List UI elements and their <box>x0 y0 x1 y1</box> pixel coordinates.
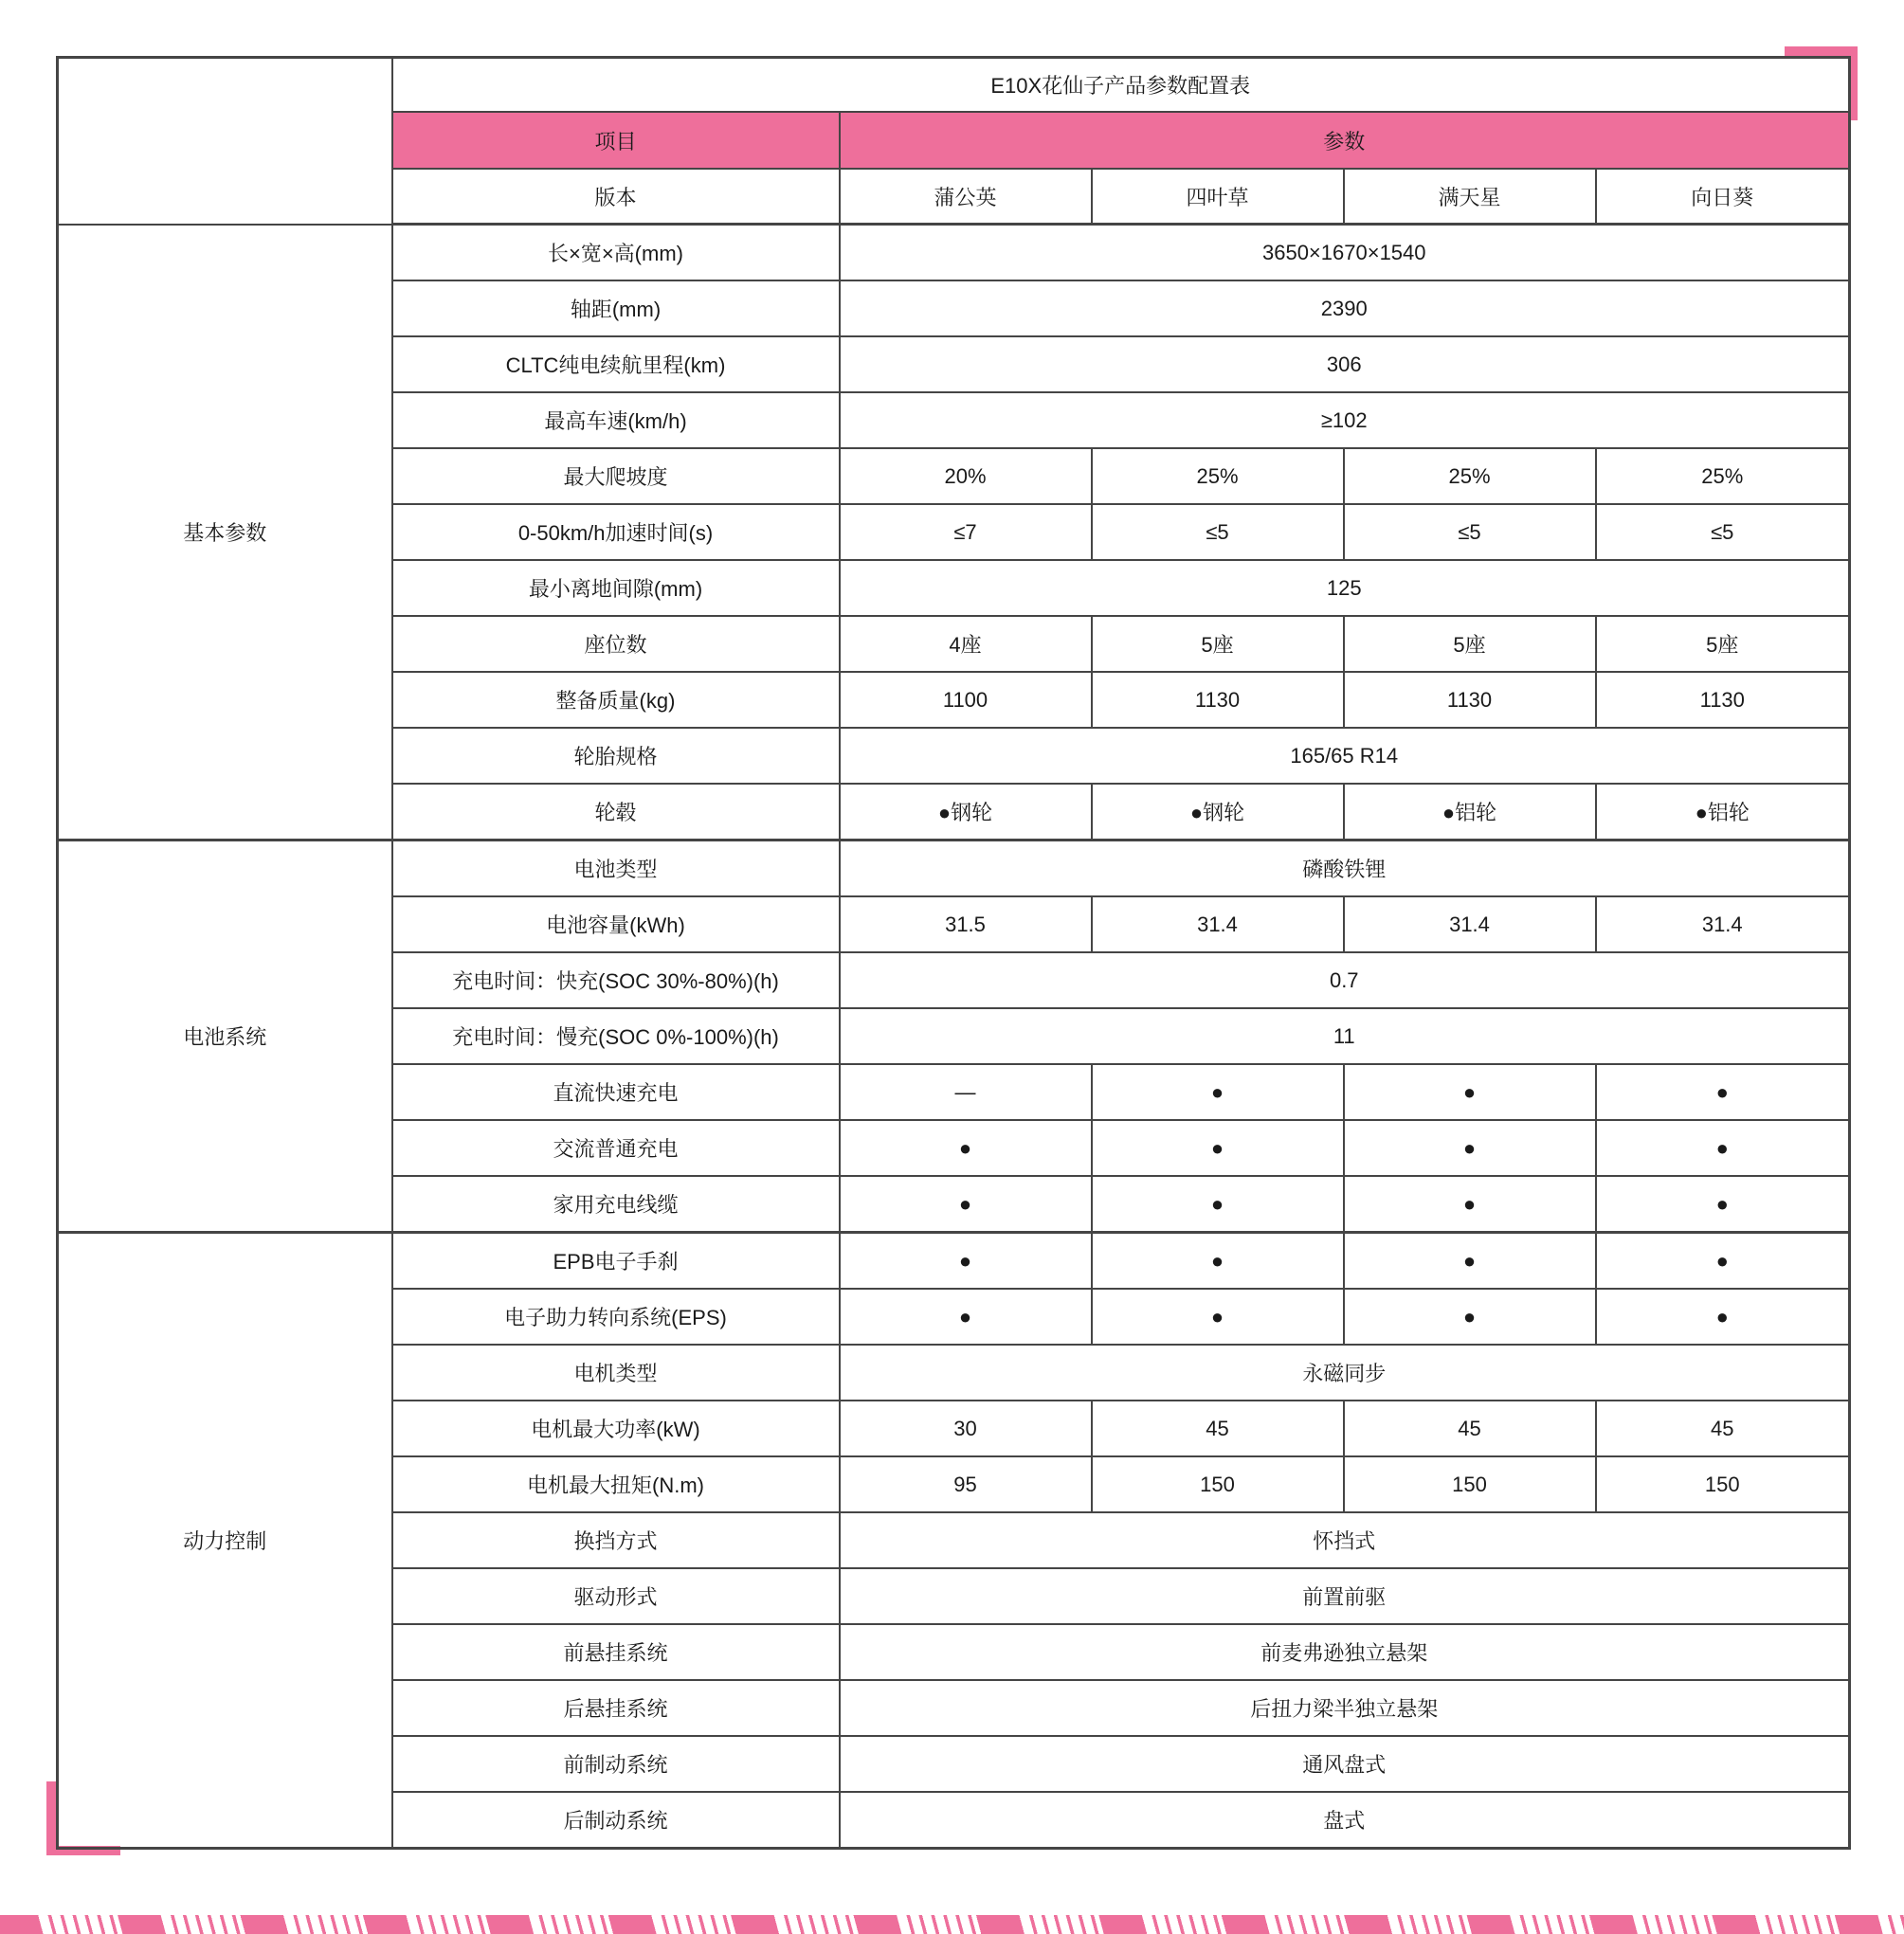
row-value-cell: 31.5 <box>840 896 1092 952</box>
row-value-cell: 125 <box>840 560 1850 616</box>
row-value-cell: 1130 <box>1344 672 1596 728</box>
row-label-cell: 前制动系统 <box>392 1736 840 1792</box>
row-label-cell: 长×宽×高(mm) <box>392 225 840 281</box>
row-label-cell: 电池容量(kWh) <box>392 896 840 952</box>
row-label-cell: 前悬挂系统 <box>392 1624 840 1680</box>
row-value-cell: ● <box>1092 1064 1344 1120</box>
spec-table <box>56 56 1851 1850</box>
row-label-cell: 电机最大功率(kW) <box>392 1401 840 1456</box>
column-header-param: 参数 <box>840 112 1850 169</box>
row-value-cell: ●铝轮 <box>1344 784 1596 840</box>
row-label-cell: 交流普通充电 <box>392 1120 840 1176</box>
row-label-cell: 0-50km/h加速时间(s) <box>392 504 840 560</box>
row-value-cell: 150 <box>1344 1456 1596 1512</box>
row-value-cell: 4座 <box>840 616 1092 672</box>
row-value-cell: 5座 <box>1344 616 1596 672</box>
row-label-cell: 座位数 <box>392 616 840 672</box>
row-value-cell: 5座 <box>1596 616 1850 672</box>
row-value-cell: 5座 <box>1092 616 1344 672</box>
row-value-cell: 1130 <box>1092 672 1344 728</box>
row-value-cell: ≤7 <box>840 504 1092 560</box>
bottom-stripe-decoration <box>0 1915 1904 1934</box>
row-value-cell: 31.4 <box>1092 896 1344 952</box>
row-value-cell: 25% <box>1596 448 1850 504</box>
row-value-cell: 1130 <box>1596 672 1850 728</box>
row-value-cell: 306 <box>840 336 1850 392</box>
row-value-cell: ● <box>840 1120 1092 1176</box>
row-label-cell: 后悬挂系统 <box>392 1680 840 1736</box>
row-label-cell: 轴距(mm) <box>392 280 840 336</box>
row-value-cell: ● <box>1596 1176 1850 1233</box>
row-value-cell: ● <box>1596 1120 1850 1176</box>
row-label-cell: CLTC纯电续航里程(km) <box>392 336 840 392</box>
row-value-cell: 31.4 <box>1344 896 1596 952</box>
row-value-cell: ●钢轮 <box>840 784 1092 840</box>
corner-empty-cell <box>58 58 392 225</box>
row-label-cell: 轮毂 <box>392 784 840 840</box>
version-name-cell: 满天星 <box>1344 169 1596 225</box>
row-value-cell: 前麦弗逊独立悬架 <box>840 1624 1850 1680</box>
row-value-cell: 95 <box>840 1456 1092 1512</box>
row-value-cell: 盘式 <box>840 1792 1850 1849</box>
row-value-cell: ● <box>1344 1064 1596 1120</box>
row-value-cell: ● <box>1092 1176 1344 1233</box>
row-value-cell: ● <box>840 1176 1092 1233</box>
row-value-cell: 0.7 <box>840 952 1850 1008</box>
row-value-cell: ● <box>1092 1120 1344 1176</box>
table-title: E10X花仙子产品参数配置表 <box>392 58 1850 113</box>
row-value-cell: ● <box>840 1289 1092 1345</box>
row-label-cell: 充电时间：快充(SOC 30%-80%)(h) <box>392 952 840 1008</box>
row-label-cell: 换挡方式 <box>392 1512 840 1568</box>
row-value-cell: 25% <box>1092 448 1344 504</box>
row-value-cell: 20% <box>840 448 1092 504</box>
row-label-cell: 最大爬坡度 <box>392 448 840 504</box>
row-value-cell: ● <box>1092 1233 1344 1290</box>
row-label-cell: 电池类型 <box>392 840 840 897</box>
row-label-cell: 直流快速充电 <box>392 1064 840 1120</box>
column-header-item: 项目 <box>392 112 840 169</box>
row-label-cell: 充电时间：慢充(SOC 0%-100%)(h) <box>392 1008 840 1064</box>
row-value-cell: ● <box>1344 1120 1596 1176</box>
version-name-cell: 向日葵 <box>1596 169 1850 225</box>
group-label-cell: 动力控制 <box>58 1233 392 1849</box>
row-label-cell: 驱动形式 <box>392 1568 840 1624</box>
row-value-cell: 磷酸铁锂 <box>840 840 1850 897</box>
row-value-cell: 165/65 R14 <box>840 728 1850 784</box>
row-value-cell: ≤5 <box>1344 504 1596 560</box>
row-label-cell: 电机类型 <box>392 1345 840 1401</box>
row-value-cell: ● <box>1344 1233 1596 1290</box>
row-value-cell: 45 <box>1092 1401 1344 1456</box>
row-value-cell: ≥102 <box>840 392 1850 448</box>
row-value-cell: ● <box>840 1233 1092 1290</box>
row-value-cell: 25% <box>1344 448 1596 504</box>
row-value-cell: 2390 <box>840 280 1850 336</box>
row-value-cell: 后扭力梁半独立悬架 <box>840 1680 1850 1736</box>
row-label-cell: 整备质量(kg) <box>392 672 840 728</box>
row-value-cell: ● <box>1596 1064 1850 1120</box>
row-value-cell: ≤5 <box>1596 504 1850 560</box>
row-label-cell: 后制动系统 <box>392 1792 840 1849</box>
row-label-cell: 电子助力转向系统(EPS) <box>392 1289 840 1345</box>
row-value-cell: ● <box>1344 1289 1596 1345</box>
row-label-cell: 最高车速(km/h) <box>392 392 840 448</box>
version-name-cell: 蒲公英 <box>840 169 1092 225</box>
row-value-cell: 3650×1670×1540 <box>840 225 1850 281</box>
row-value-cell: ● <box>1596 1289 1850 1345</box>
row-label-cell: EPB电子手刹 <box>392 1233 840 1290</box>
row-value-cell: ● <box>1596 1233 1850 1290</box>
row-value-cell: 45 <box>1596 1401 1850 1456</box>
row-label-cell: 家用充电线缆 <box>392 1176 840 1233</box>
row-value-cell: 11 <box>840 1008 1850 1064</box>
row-value-cell: ●钢轮 <box>1092 784 1344 840</box>
row-value-cell: ●铝轮 <box>1596 784 1850 840</box>
row-value-cell: ● <box>1344 1176 1596 1233</box>
version-row-label: 版本 <box>392 169 840 225</box>
group-label-cell: 基本参数 <box>58 225 392 840</box>
row-value-cell: 通风盘式 <box>840 1736 1850 1792</box>
version-name-cell: 四叶草 <box>1092 169 1344 225</box>
row-label-cell: 轮胎规格 <box>392 728 840 784</box>
row-label-cell: 电机最大扭矩(N.m) <box>392 1456 840 1512</box>
row-value-cell: — <box>840 1064 1092 1120</box>
row-value-cell: 1100 <box>840 672 1092 728</box>
row-value-cell: ≤5 <box>1092 504 1344 560</box>
row-value-cell: 31.4 <box>1596 896 1850 952</box>
row-value-cell: 永磁同步 <box>840 1345 1850 1401</box>
row-value-cell: 30 <box>840 1401 1092 1456</box>
row-value-cell: 150 <box>1596 1456 1850 1512</box>
group-label-cell: 电池系统 <box>58 840 392 1233</box>
row-value-cell: 45 <box>1344 1401 1596 1456</box>
row-value-cell: ● <box>1092 1289 1344 1345</box>
row-value-cell: 怀挡式 <box>840 1512 1850 1568</box>
row-label-cell: 最小离地间隙(mm) <box>392 560 840 616</box>
row-value-cell: 150 <box>1092 1456 1344 1512</box>
row-value-cell: 前置前驱 <box>840 1568 1850 1624</box>
